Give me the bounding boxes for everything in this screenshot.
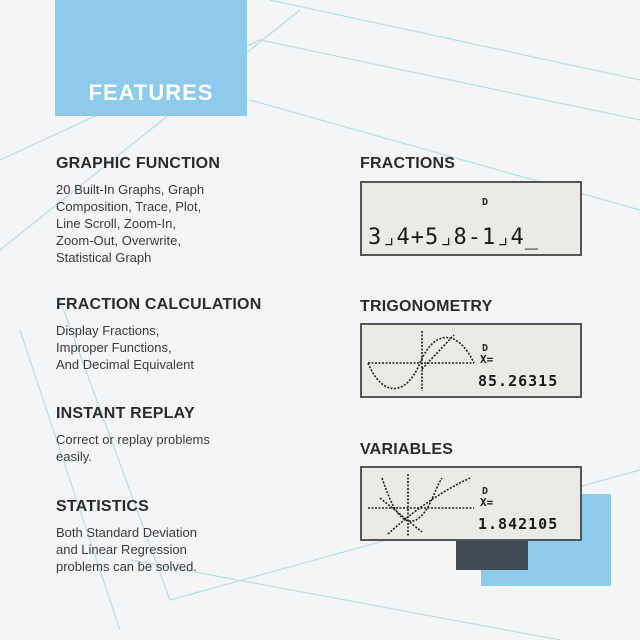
feature-description: Correct or replay problems easily. [56, 432, 210, 464]
fraction-expression: 3⌟4+5⌟8-1⌟4_ [368, 225, 539, 250]
variables-label: VARIABLES [360, 441, 454, 458]
features-banner [55, 0, 247, 116]
decorative-dark-bar [456, 538, 528, 570]
variables-value: 1.842105 [478, 515, 559, 533]
mode-indicator: D [482, 197, 489, 208]
feature-heading: STATISTICS [56, 498, 149, 515]
trig-value: 85.26315 [478, 372, 559, 390]
feature-instant-replay [56, 405, 326, 465]
feature-description: 20 Built-In Graphs, Graph Composition, Trace, Plot, Line Scroll, Zoom-In, Zoom-Out, Overwrite, Statistical Graph [56, 182, 205, 265]
feature-heading: FRACTION CALCULATION [56, 296, 262, 313]
trigonometry-lcd [360, 323, 582, 398]
x-label: X= [480, 496, 494, 509]
variables-lcd [360, 466, 582, 541]
feature-graphic-function [56, 155, 326, 266]
fractions-label: FRACTIONS [360, 155, 456, 172]
features-title: FEATURES [88, 80, 214, 105]
mode-indicator: D [482, 343, 489, 354]
fractions-lcd [360, 181, 582, 256]
x-label: X= [480, 353, 494, 366]
feature-heading: INSTANT REPLAY [56, 405, 195, 422]
mode-indicator: D [482, 486, 489, 497]
feature-description: Both Standard Deviation and Linear Regression problems can be solved. [56, 525, 197, 574]
feature-heading: GRAPHIC FUNCTION [56, 155, 221, 172]
feature-statistics [56, 498, 326, 575]
trigonometry-label: TRIGONOMETRY [360, 298, 493, 315]
feature-fraction-calculation [56, 296, 326, 373]
feature-description: Display Fractions, Improper Functions, And Decimal Equivalent [56, 323, 195, 372]
